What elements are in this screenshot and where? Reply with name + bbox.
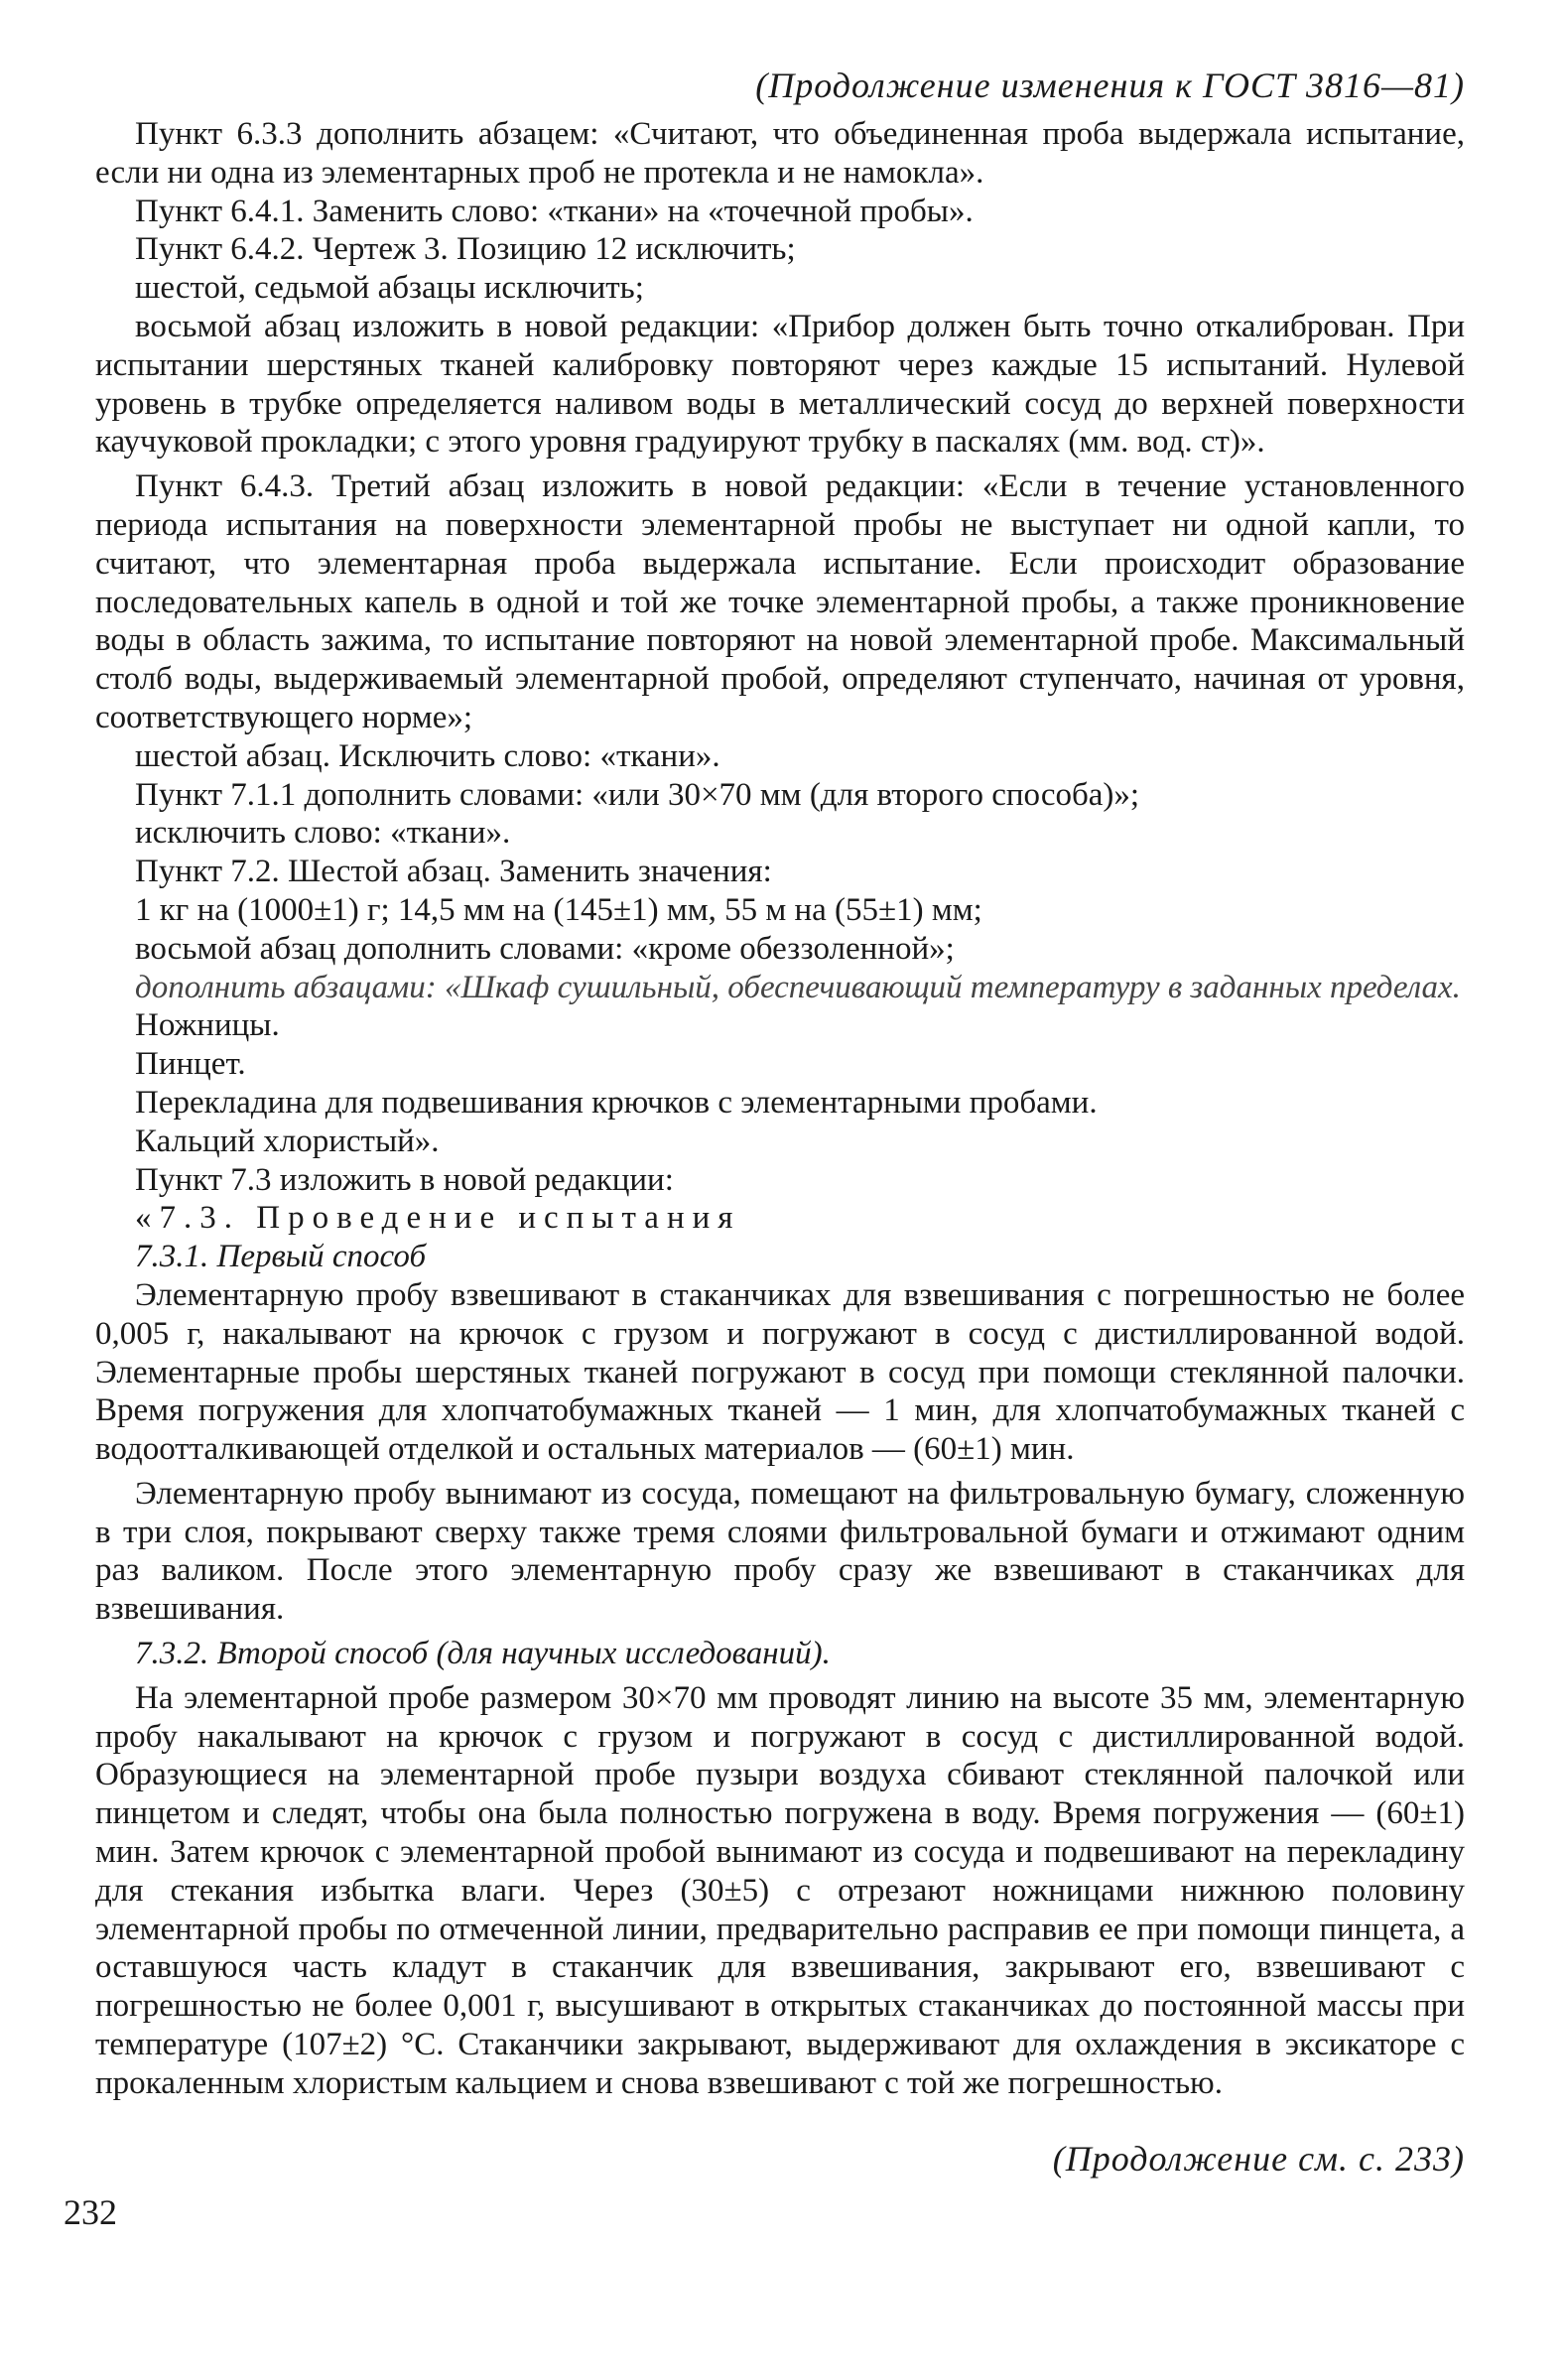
paragraph-6-4-2-remove: шестой, седьмой абзацы исключить; — [135, 270, 644, 307]
paragraph-7-2-add: дополнить абзацами: «Шкаф сушильный, обеспечивающий температуру в заданных пределах. — [135, 969, 1461, 1005]
paragraph-7-2: Пункт 7.2. Шестой абзац. Заменить значения: — [135, 854, 772, 890]
list-item-crossbar: Перекладина для подвешивания крючков с элементарными пробами. — [135, 1084, 1098, 1121]
paragraph-6-4-3: Пункт 6.4.3. Третий абзац изложить в новой редакции: «Если в течение установленного периода испытания на поверхности элементарной пробы не выступает ни одной капли, то считают, что элементарная проба выдержала испытание. Если происходит образование последовательных капель в одной и той же точке элементарной пробы, а также проникновение воды в область зажима, то испытание повторяют на новой элементарной пробе. Максимальный столб воды, выдерживаемый элементарной пробой, определяют ступенчато, начиная от уровня, соответствующего норме»; — [95, 468, 1465, 735]
paragraph-7-2-eighth: восьмой абзац дополнить словами: «кроме обеззоленной»; — [135, 930, 955, 967]
paragraph-6-3-3: Пункт 6.3.3 дополнить абзацем: «Считают, что объединенная проба выдержала испытание, если ни одна из элементарных проб не протекла и не намокла». — [95, 116, 1465, 191]
paragraph-6-4-2: Пункт 6.4.2. Чертеж 3. Позицию 12 исключить; — [135, 231, 796, 268]
paragraph-7-1-1: Пункт 7.1.1 дополнить словами: «или 30×70 мм (для второго способа)»; — [135, 776, 1140, 813]
continuation-header: (Продолжение изменения к ГОСТ 3816—81) — [755, 66, 1465, 105]
page-number: 232 — [64, 2192, 117, 2232]
subsection-heading-7-3-2: 7.3.2. Второй способ (для научных исследований). — [135, 1636, 831, 1672]
list-item-calcium: Кальций хлористый». — [135, 1123, 440, 1159]
paragraph-6-4-3-sixth: шестой абзац. Исключить слово: «ткани». — [135, 737, 720, 774]
paragraph-7-3: Пункт 7.3 изложить в новой редакции: — [135, 1161, 674, 1198]
paragraph-7-2-values: 1 кг на (1000±1) г; 14,5 мм на (145±1) мм, 55 м на (55±1) мм; — [135, 891, 982, 928]
paragraph-6-4-2-eighth: восьмой абзац изложить в новой редакции: «Прибор должен быть точно откалиброван. При испытании шерстяных тканей калибровку повторяют через каждые 15 испытаний. Нулевой уровень в трубке определяется наливом воды в металлический сосуд до верхней поверхности каучуковой прокладки; с этого уровня градуируют трубку в паскалях (мм. вод. ст)». — [95, 308, 1465, 461]
document-page — [95, 64, 1465, 2181]
paragraph-7-3-2-method: На элементарной пробе размером 30×70 мм проводят линию на высоте 35 мм, элементарную пробу накалывают на крючок с грузом и погружают в сосуд с дистиллированной водой. Образующиеся на элементарной пробе пузыри воздуха сбивают стеклянной палочкой или пинцетом и следят, чтобы она была полностью погружена в воду. Время погружения — (60±1) мин. Затем крючок с элементарной пробой вынимают из сосуда и подвешивают на перекладину для стекания избытка влаги. Через (30±5) с отрезают ножницами нижнюю половину элементарной пробы по отмеченной линии, предварительно расправив ее при помощи пинцета, а оставшуюся часть кладут в стаканчик для взвешивания, закрывают его, взвешивают с погрешностью не более 0,001 г, высушивают в открытых стаканчиках до постоянной массы при температуре (107±2) °С. Стаканчики закрывают, выдерживают для охлаждения в эксикаторе с прокаленным хлористым кальцием и снова взвешивают с той же погрешностью. — [95, 1679, 1465, 2101]
body-text — [95, 115, 1465, 2103]
paragraph-7-3-1-weighing: Элементарную пробу взвешивают в стаканчиках для взвешивания с погрешностью не более 0,005 г, накалывают на крючок с грузом и погружают в сосуд с дистиллированной водой. Элементарные пробы шерстяных тканей погружают в сосуд при помощи стеклянной палочки. Время погружения для хлопчатобумажных тканей — 1 мин, для хлопчатобумажных тканей с водоотталкивающей отделкой и остальных материалов — (60±1) мин. — [95, 1276, 1465, 1468]
paragraph-7-3-1-removal: Элементарную пробу вынимают из сосуда, помещают на фильтровальную бумагу, сложенную в три слоя, покрывают сверху также тремя слоями фильтровальной бумаги и отжимают одним раз валиком. После этого элементарную пробу сразу же взвешивают в стаканчиках для взвешивания. — [95, 1475, 1465, 1628]
list-item-tweezers: Пинцет. — [135, 1046, 246, 1083]
paragraph-6-4-1: Пункт 6.4.1. Заменить слово: «ткани» на «точечной пробы». — [135, 193, 974, 229]
continuation-footer: (Продолжение см. с. 233) — [1052, 2138, 1465, 2179]
paragraph-7-1-1-exclude: исключить слово: «ткани». — [135, 815, 511, 852]
subsection-heading-7-3-1: 7.3.1. Первый способ — [135, 1239, 427, 1275]
list-item-scissors: Ножницы. — [135, 1007, 280, 1044]
section-heading-7-3: «7.3. Проведение испытания — [135, 1200, 741, 1237]
